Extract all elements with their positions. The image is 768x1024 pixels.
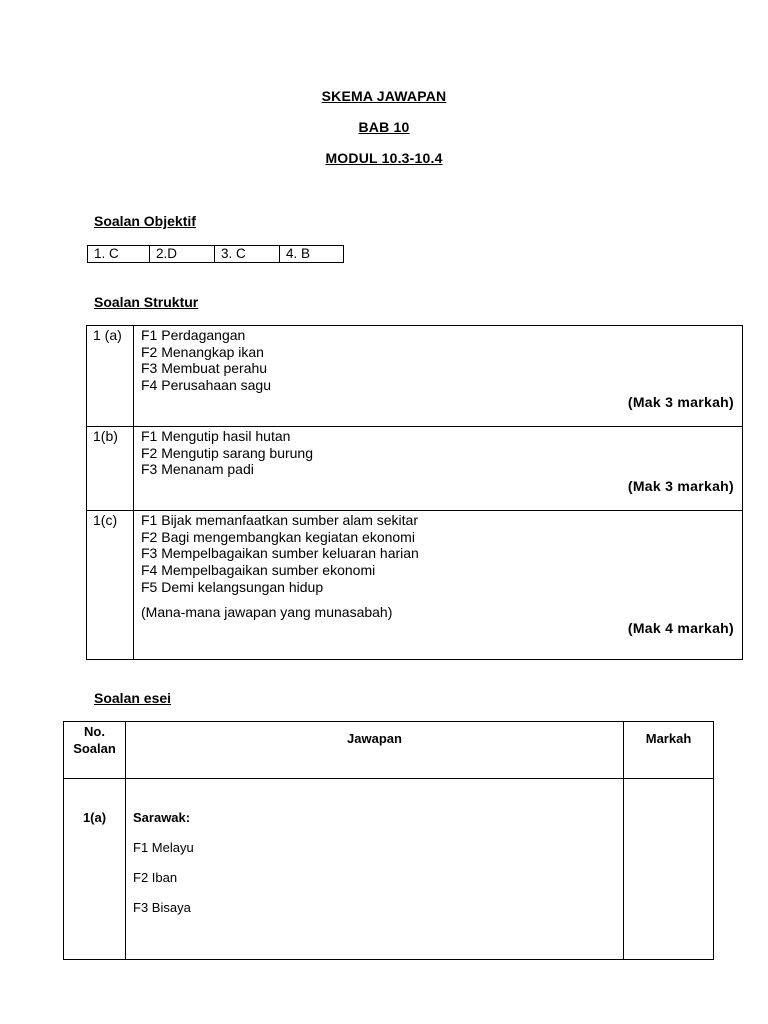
objective-answer: 4. B: [280, 246, 344, 263]
objective-heading: Soalan Objektif: [94, 213, 196, 229]
question-number: 1(b): [87, 427, 134, 511]
answer-cell: [134, 511, 743, 660]
objective-answer-row: [88, 246, 344, 263]
essay-header-row: [64, 722, 714, 779]
answer-point: F4 Perusahaan sagu: [141, 377, 271, 394]
max-mark: (Mak 3 markah): [627, 478, 734, 495]
answer-point: F2 Bagi mengembangkan kegiatan ekonomi: [141, 528, 415, 545]
answer-point: F1 Mengutip hasil hutan: [141, 428, 291, 444]
answer-point: F1 Bijak memanfaatkan sumber alam sekitar: [141, 512, 418, 528]
structure-heading: Soalan Struktur: [94, 294, 199, 310]
max-mark: (Mak 3 markah): [627, 393, 734, 410]
answer-cell: [134, 326, 743, 427]
objective-answer-table: [87, 245, 344, 263]
answer-point: F2 Mengutip sarang burung: [141, 444, 313, 461]
essay-heading: Soalan esei: [94, 690, 172, 706]
answer-point: F1 Melayu: [133, 840, 194, 855]
answer-point: F2 Menangkap ikan: [141, 343, 264, 360]
answer-point: F3 Mempelbagaikan sumber keluaran harian: [141, 545, 419, 562]
column-header-question-no: [64, 722, 126, 779]
answer-point: F3 Bisaya: [133, 900, 191, 915]
question-number: 1(c): [87, 511, 134, 660]
answer-point: F3 Membuat perahu: [141, 360, 268, 377]
answer-point: F4 Mempelbagaikan sumber ekonomi: [141, 562, 376, 579]
max-mark: (Mak 4 markah): [627, 620, 734, 637]
answer-point: F2 Iban: [133, 870, 178, 885]
column-header-soalan: Soalan: [73, 741, 116, 756]
answer-point: F1 Perdagangan: [141, 327, 246, 343]
answer-cell: [134, 427, 743, 511]
answer-subtitle: Sarawak:: [133, 810, 191, 825]
answer-cell: [126, 779, 624, 960]
mark-cell: [624, 779, 714, 960]
objective-answer: 1. C: [88, 246, 150, 263]
column-header-mark: Markah: [624, 722, 714, 779]
essay-answer-table: [63, 721, 714, 960]
essay-row: [64, 779, 714, 960]
answer-note: (Mana-mana jawapan yang munasabah): [141, 603, 393, 620]
question-number: 1 (a): [87, 326, 134, 427]
objective-answer: 3. C: [215, 246, 280, 263]
column-header-answer: Jawapan: [126, 722, 624, 779]
question-number: 1(a): [64, 779, 126, 960]
structure-row: [87, 427, 743, 511]
chapter-title: BAB 10: [358, 119, 410, 135]
answer-point: F5 Demi kelangsungan hidup: [141, 578, 324, 595]
module-title: MODUL 10.3-10.4: [325, 150, 443, 166]
structure-row: [87, 511, 743, 660]
doc-title: SKEMA JAWAPAN: [321, 88, 447, 104]
structure-answer-table: [86, 325, 743, 660]
objective-answer: 2.D: [150, 246, 215, 263]
answer-point: F3 Menanam padi: [141, 461, 254, 478]
structure-row: [87, 326, 743, 427]
column-header-no: No.: [84, 724, 105, 739]
